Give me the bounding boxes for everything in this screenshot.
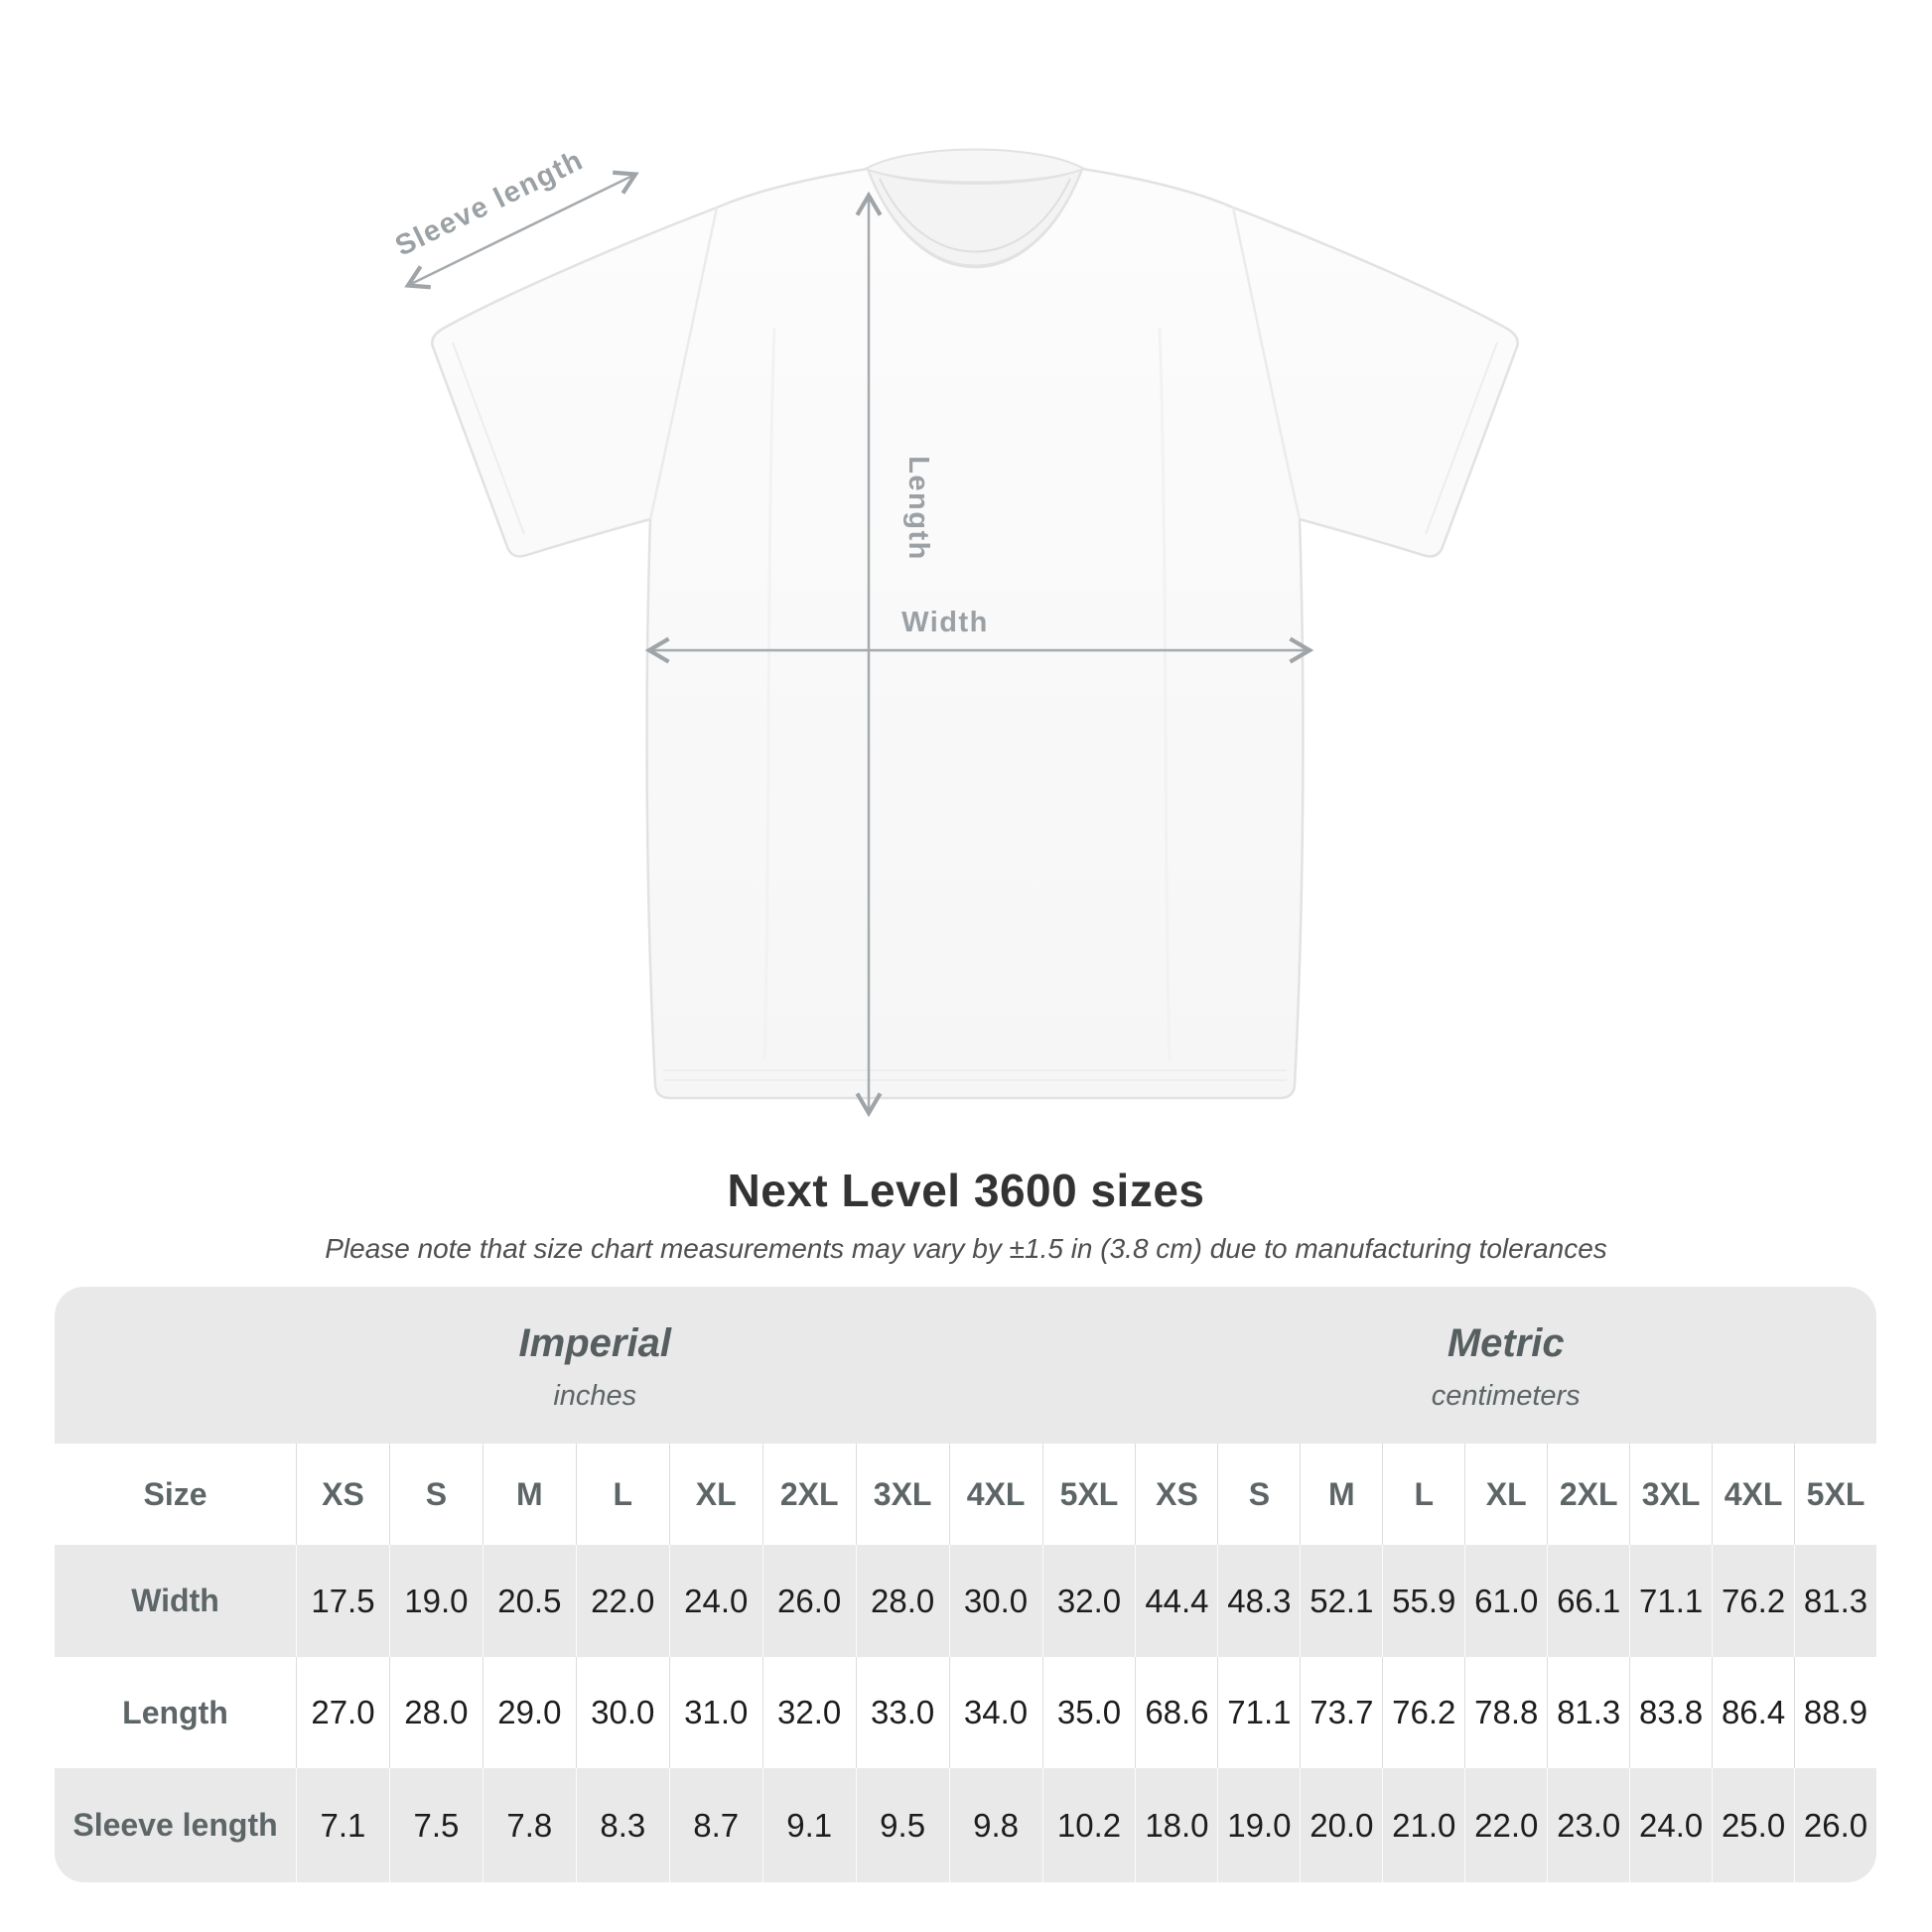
- unit-group-unit: inches: [553, 1380, 637, 1412]
- measurement-row-label: Sleeve length: [55, 1768, 296, 1882]
- value-cell: 88.9: [1794, 1657, 1876, 1768]
- value-cell: 30.0: [576, 1657, 669, 1768]
- value-cell: 27.0: [296, 1657, 389, 1768]
- unit-group-name: Imperial: [518, 1321, 671, 1365]
- value-cell: 9.1: [762, 1768, 856, 1882]
- sleeve-length-label: Sleeve length: [390, 144, 589, 263]
- value-cell: 66.1: [1547, 1545, 1629, 1657]
- size-col-header: 2XL: [1547, 1444, 1629, 1545]
- value-cell: 19.0: [389, 1545, 483, 1657]
- value-cell: 28.0: [856, 1545, 949, 1657]
- value-cell: 25.0: [1712, 1768, 1794, 1882]
- size-col-header: 4XL: [949, 1444, 1042, 1545]
- value-cell: 30.0: [949, 1545, 1042, 1657]
- value-cell: 76.2: [1382, 1657, 1464, 1768]
- value-cell: 23.0: [1547, 1768, 1629, 1882]
- size-col-header: 3XL: [856, 1444, 949, 1545]
- value-cell: 18.0: [1135, 1768, 1217, 1882]
- value-cell: 83.8: [1629, 1657, 1712, 1768]
- size-col-header: XS: [1135, 1444, 1217, 1545]
- size-col-header: 3XL: [1629, 1444, 1712, 1545]
- measurement-row-label: Width: [55, 1545, 296, 1657]
- metric-unit-header: [1135, 1287, 1876, 1444]
- value-cell: 20.0: [1300, 1768, 1382, 1882]
- value-cell: 34.0: [949, 1657, 1042, 1768]
- value-cell: 78.8: [1464, 1657, 1547, 1768]
- value-cell: 55.9: [1382, 1545, 1464, 1657]
- value-cell: 17.5: [296, 1545, 389, 1657]
- size-col-header: M: [1300, 1444, 1382, 1545]
- value-cell: 26.0: [1794, 1768, 1876, 1882]
- value-cell: 61.0: [1464, 1545, 1547, 1657]
- value-cell: 71.1: [1629, 1545, 1712, 1657]
- size-row-label: Size: [55, 1444, 296, 1545]
- value-cell: 9.8: [949, 1768, 1042, 1882]
- value-cell: 10.2: [1042, 1768, 1136, 1882]
- back-collar: [866, 150, 1084, 183]
- value-cell: 7.8: [483, 1768, 576, 1882]
- value-cell: 20.5: [483, 1545, 576, 1657]
- measurement-row-label: Length: [55, 1657, 296, 1768]
- value-cell: 33.0: [856, 1657, 949, 1768]
- value-cell: 9.5: [856, 1768, 949, 1882]
- value-cell: 7.1: [296, 1768, 389, 1882]
- value-cell: 71.1: [1217, 1657, 1300, 1768]
- size-col-header: L: [1382, 1444, 1464, 1545]
- value-cell: 52.1: [1300, 1545, 1382, 1657]
- value-cell: 8.3: [576, 1768, 669, 1882]
- imperial-unit-header: [55, 1287, 1135, 1444]
- size-col-header: S: [1217, 1444, 1300, 1545]
- value-cell: 81.3: [1794, 1545, 1876, 1657]
- value-cell: 35.0: [1042, 1657, 1136, 1768]
- value-cell: 21.0: [1382, 1768, 1464, 1882]
- value-cell: 28.0: [389, 1657, 483, 1768]
- size-col-header: XL: [669, 1444, 762, 1545]
- value-cell: 48.3: [1217, 1545, 1300, 1657]
- size-col-header: 4XL: [1712, 1444, 1794, 1545]
- unit-group-unit: centimeters: [1431, 1380, 1581, 1412]
- value-cell: 86.4: [1712, 1657, 1794, 1768]
- size-col-header: XS: [296, 1444, 389, 1545]
- value-cell: 31.0: [669, 1657, 762, 1768]
- length-label: Length: [902, 456, 934, 561]
- width-label: Width: [901, 607, 989, 638]
- size-col-header: 2XL: [762, 1444, 856, 1545]
- value-cell: 76.2: [1712, 1545, 1794, 1657]
- value-cell: 81.3: [1547, 1657, 1629, 1768]
- value-cell: 22.0: [1464, 1768, 1547, 1882]
- value-cell: 22.0: [576, 1545, 669, 1657]
- value-cell: 32.0: [762, 1657, 856, 1768]
- unit-group-name: Metric: [1447, 1321, 1565, 1365]
- value-cell: 32.0: [1042, 1545, 1136, 1657]
- size-table: [55, 1287, 1876, 1882]
- size-col-header: 5XL: [1042, 1444, 1136, 1545]
- page-title: Next Level 3600 sizes: [727, 1165, 1205, 1216]
- value-cell: 19.0: [1217, 1768, 1300, 1882]
- value-cell: 73.7: [1300, 1657, 1382, 1768]
- size-col-header: L: [576, 1444, 669, 1545]
- size-col-header: XL: [1464, 1444, 1547, 1545]
- value-cell: 24.0: [1629, 1768, 1712, 1882]
- size-col-header: 5XL: [1794, 1444, 1876, 1545]
- value-cell: 7.5: [389, 1768, 483, 1882]
- value-cell: 44.4: [1135, 1545, 1217, 1657]
- size-col-header: S: [389, 1444, 483, 1545]
- value-cell: 8.7: [669, 1768, 762, 1882]
- value-cell: 68.6: [1135, 1657, 1217, 1768]
- value-cell: 29.0: [483, 1657, 576, 1768]
- size-col-header: M: [483, 1444, 576, 1545]
- page-subtitle: Please note that size chart measurements may vary by ±1.5 in (3.8 cm) due to manufacturing tolerances: [325, 1233, 1607, 1264]
- value-cell: 26.0: [762, 1545, 856, 1657]
- value-cell: 24.0: [669, 1545, 762, 1657]
